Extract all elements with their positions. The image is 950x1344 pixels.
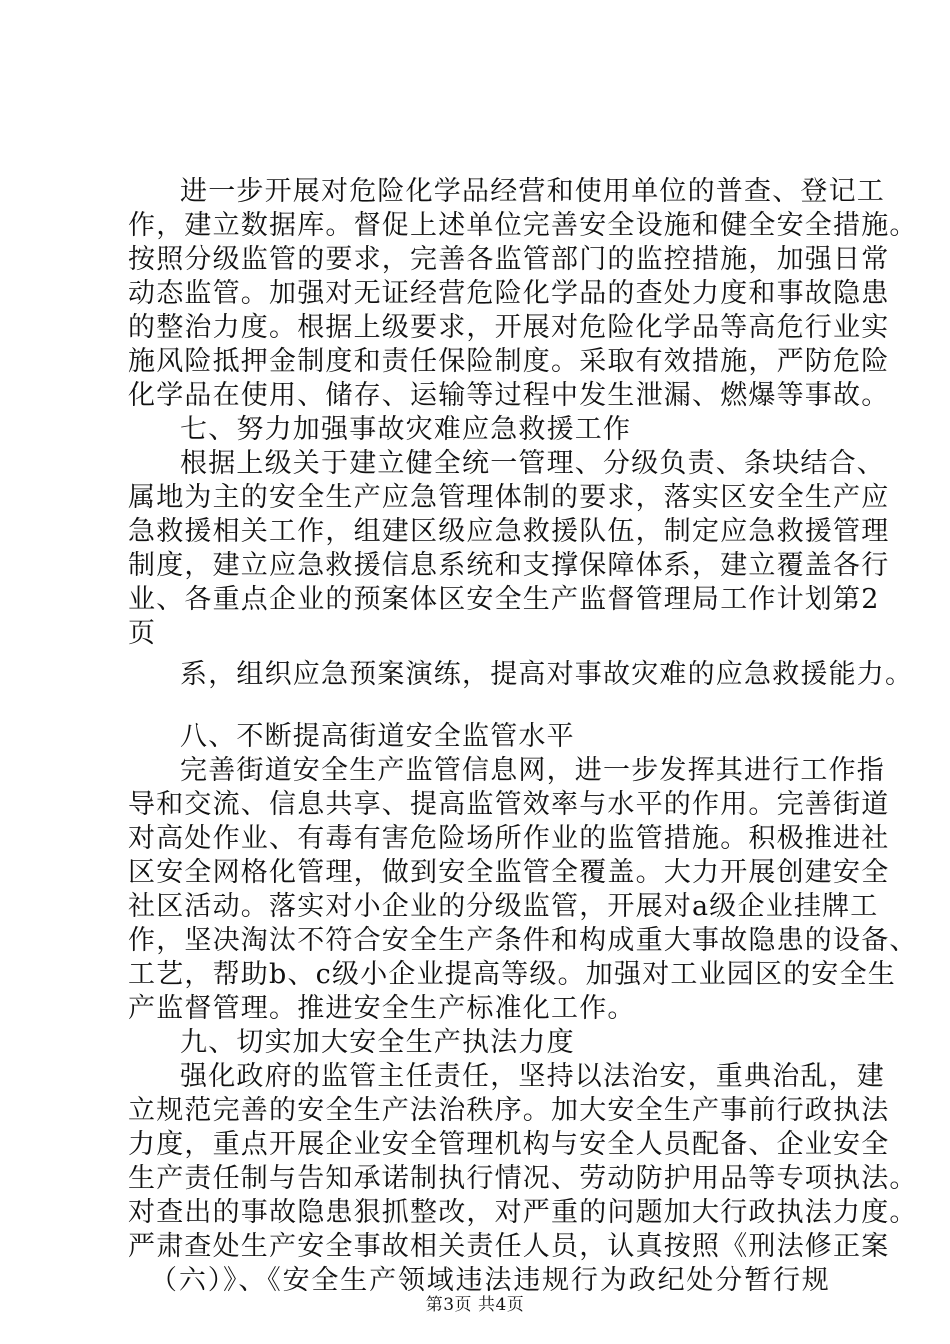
text-line: 对查出的事故隐患狠抓整改，对严重的问题加大行政执法力度。 — [128, 1197, 918, 1228]
text-line: 急救援相关工作，组建区级应急救援队伍，制定应急救援管理 — [128, 516, 890, 547]
text-line: 制度，建立应急救援信息系统和支撑保障体系，建立覆盖各行 — [128, 550, 890, 581]
text-line: 作，建立数据库。督促上述单位完善安全设施和健全安全措施。 — [128, 210, 918, 241]
text-line: 力度，重点开展企业安全管理机构与安全人员配备、企业安全 — [128, 1129, 890, 1160]
text-line: 进一步开展对危险化学品经营和使用单位的普查、登记工 — [180, 176, 885, 207]
text-line: 完善街道安全生产监管信息网，进一步发挥其进行工作指 — [180, 755, 885, 786]
text-line: 区安全网格化管理，做到安全监管全覆盖。大力开展创建安全 — [128, 857, 890, 888]
text-line: 业、各重点企业的预案体区安全生产监督管理局工作计划第2 — [128, 584, 880, 615]
page-number-footer: 第3页 共4页 — [425, 1295, 525, 1315]
text-line: 立规范完善的安全生产法治秩序。加大安全生产事前行政执法 — [128, 1095, 890, 1126]
text-line: 按照分级监管的要求，完善各监管部门的监控措施，加强日常 — [128, 244, 890, 275]
text-line: 化学品在使用、储存、运输等过程中发生泄漏、燃爆等事故。 — [128, 380, 890, 411]
text-line: （六）》、《安全生产领域违法违规行为政纪处分暂行规 — [150, 1265, 830, 1296]
text-line: 工艺，帮助b、c级小企业提高等级。加强对工业园区的安全生 — [128, 959, 897, 990]
text-line: 对高处作业、有毒有害危险场所作业的监管措施。积极推进社 — [128, 823, 890, 854]
section-heading: 八、不断提高街道安全监管水平 — [180, 721, 575, 752]
text-line: 产监督管理。推进安全生产标准化工作。 — [128, 993, 636, 1024]
section-heading: 七、努力加强事故灾难应急救援工作 — [180, 414, 632, 445]
text-line: 页 — [128, 618, 157, 649]
text-line: 系，组织应急预案演练，提高对事故灾难的应急救援能力。 — [180, 659, 914, 690]
text-line: 的整治力度。根据上级要求，开展对危险化学品等高危行业实 — [128, 312, 890, 343]
text-line: 导和交流、信息共享、提高监管效率与水平的作用。完善街道 — [128, 789, 890, 820]
text-line: 动态监管。加强对无证经营危险化学品的查处力度和事故隐患 — [128, 278, 890, 309]
text-line: 生产责任制与告知承诺制执行情况、劳动防护用品等专项执法。 — [128, 1163, 918, 1194]
text-line: 施风险抵押金制度和责任保险制度。采取有效措施，严防危险 — [128, 346, 890, 377]
text-line: 作，坚决淘汰不符合安全生产条件和构成重大事故隐患的设备、 — [128, 925, 918, 956]
text-line: 根据上级关于建立健全统一管理、分级负责、条块结合、 — [180, 448, 885, 479]
text-line: 强化政府的监管主任责任，坚持以法治安，重典治乱，建 — [180, 1061, 885, 1092]
text-line: 严肃查处生产安全事故相关责任人员，认真按照《刑法修正案 — [128, 1231, 890, 1262]
text-line: 社区活动。落实对小企业的分级监管，开展对a级企业挂牌工 — [128, 891, 879, 922]
text-line: 属地为主的安全生产应急管理体制的要求，落实区安全生产应 — [128, 482, 890, 513]
section-heading: 九、切实加大安全生产执法力度 — [180, 1027, 575, 1058]
